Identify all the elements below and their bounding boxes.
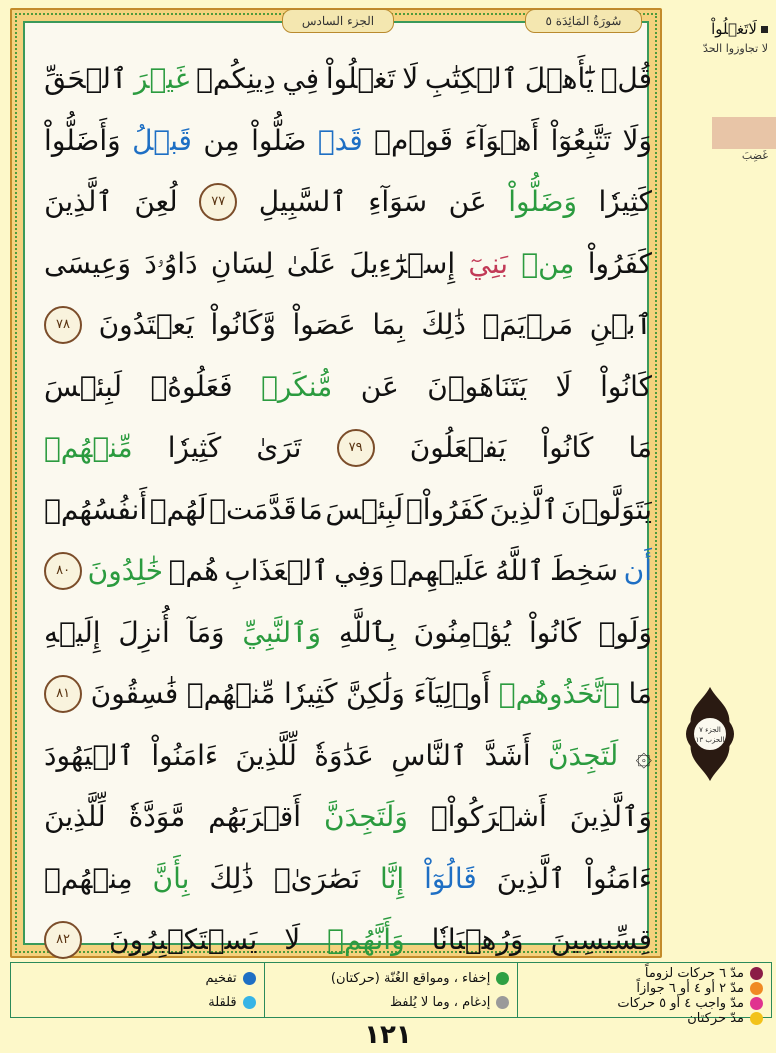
ayah-number-marker: ٨٠ [44, 552, 82, 590]
verse-word: أَشۡرَكُواْۖ [430, 800, 547, 833]
verse-word: مَا [628, 677, 652, 710]
verse-line [44, 171, 652, 233]
verse-word: لَبِئۡسَ [44, 369, 122, 403]
glossary-word: لَاتَغۡلُواْ [711, 20, 757, 38]
legend-item [19, 971, 256, 986]
color-dot-icon [243, 972, 256, 985]
verse-word: كَفَرُواْ [587, 246, 652, 280]
verse-word: ٱلسَّبِيلِ [258, 185, 347, 218]
glossary-meaning: لا تجاوزوا الحدّ [702, 42, 768, 55]
verse-word: كَانُواْ [528, 615, 581, 649]
verse-word: لَبِئۡسَ [325, 492, 404, 526]
legend-item [526, 981, 763, 996]
verse-word: أَقۡرَبَهُم [208, 800, 302, 833]
verse-word: كَانُواْ [600, 369, 652, 403]
color-dot-icon [496, 972, 509, 985]
verse-word: دَاوُۥدَ [144, 246, 198, 280]
verse-word: وَٱلنَّبِيِّ [242, 615, 322, 649]
verse-line [44, 417, 652, 479]
verse-line [44, 479, 652, 541]
ayah-number-marker: ٧٩ [337, 429, 375, 467]
verse-word: فَٰسِقُونَ [90, 677, 179, 710]
verse-word: ذَٰلِكَ [209, 861, 254, 895]
verse-word: وَلَٰكِنَّ [346, 677, 405, 710]
verse-word: قَوۡمٖ [374, 123, 453, 157]
verse-word: عَن [360, 369, 399, 403]
verse-word: ٱلنَّاسِ [391, 738, 468, 772]
verse-word: لَا [284, 923, 301, 956]
verse-word: ٱلۡكِتَٰبِ [424, 62, 519, 95]
verse-word: ذَٰلِكَ [421, 308, 467, 341]
verse-line [44, 540, 652, 602]
legend-item [526, 996, 763, 1011]
bullet-square-icon [761, 26, 768, 33]
verse-word: مِنۢ [521, 246, 575, 280]
legend-item [273, 971, 510, 986]
verse-word: إِسۡرَٰٓءِيلَ [349, 246, 456, 280]
verse-word: ٱللَّهُ [495, 554, 545, 587]
legend-label: إخفاء ، ومواقع الغُنّة (حركتان) [330, 970, 491, 986]
verse-word: مَا [299, 492, 323, 526]
legend-label: مدّ حركتان [687, 1011, 744, 1026]
verse-word: أَهۡوَآءَ [464, 123, 540, 157]
juz-badge-label: الجزء ٧ [699, 726, 721, 734]
page-frame [10, 8, 662, 958]
ayah-number-marker: ٨١ [44, 675, 82, 713]
verse-line [44, 294, 652, 356]
verse-word: وَلَتَجِدَنَّ [324, 800, 408, 833]
legend-label: مدّ ٦ حركات لزوماً [644, 966, 744, 981]
verse-word: وَٱلَّذِينَ [569, 800, 652, 833]
verse-line [44, 786, 652, 848]
color-dot-icon [496, 996, 509, 1009]
verse-word: عَلَيۡهِمۡ [389, 554, 490, 587]
verse-word: يُؤۡمِنُونَ [413, 615, 512, 649]
verse-word: بِمَا [372, 308, 405, 341]
tajweed-legend [10, 962, 772, 1026]
verse-word: ٱلَّذِينَ [44, 185, 113, 218]
verse-word: يَفۡعَلُونَ [409, 431, 507, 464]
verse-line [44, 848, 652, 910]
verse-word: ٱلۡحَقِّ [44, 62, 128, 95]
verse-word: مِّنۡهُمۡ [44, 431, 133, 464]
verse-line [44, 356, 652, 418]
verse-word: يَٰٓأَهۡلَ [524, 62, 594, 95]
verse-word: ٱتَّخَذُوهُمۡ [498, 677, 620, 710]
legend-column-madd [517, 963, 771, 1026]
legend-label: تفخيم [205, 970, 237, 986]
color-dot-icon [750, 967, 763, 980]
verse-word: أُنزِلَ [118, 615, 170, 649]
legend-item [526, 966, 763, 981]
verse-line [44, 663, 652, 725]
verse-word: مِنۡهُمۡ [44, 861, 133, 895]
ayah-number-marker: ٧٧ [199, 183, 237, 221]
color-dot-icon [750, 982, 763, 995]
verse-word: مُّنكَرٖ [261, 369, 333, 403]
verse-word: ٱلۡعَذَابِ [224, 554, 329, 587]
verse-word: كَفَرُواْۚ [405, 492, 487, 526]
verse-word: عَلَىٰ [286, 246, 337, 280]
glossary-entry [668, 20, 768, 55]
verse-word: كَثِيرٗا [598, 185, 652, 218]
verse-word: مَرۡيَمَۚ [482, 308, 574, 341]
verse-word: مِن [203, 123, 240, 157]
verse-word: نَصَٰرَىٰۚ [273, 861, 361, 895]
verse-word: قَبۡلُ [132, 123, 192, 157]
verse-word: ءَامَنُواْ [585, 861, 652, 895]
verse-word: وَأَضَلُّواْ [44, 123, 121, 157]
verse-word: أَنفُسُهُمۡ [44, 492, 148, 526]
verse-word: فِي [282, 62, 320, 95]
legend-column-tafkhim [11, 963, 264, 1017]
verse-word: قُلۡ [600, 62, 652, 95]
ayah-number-marker: ٨٢ [44, 921, 82, 959]
verse-word: لَا [402, 62, 419, 95]
verse-word: لُعِنَ [134, 185, 178, 218]
verse-word: دِينِكُمۡ [196, 62, 276, 95]
verse-line [44, 233, 652, 295]
verse-word: قِسِّيسِينَ [550, 923, 652, 956]
verse-word: عَن [448, 185, 487, 218]
legend-label: مدّ واجب ٤ أو ٥ حركات [617, 996, 744, 1011]
verse-word: يَعۡتَدُونَ [98, 308, 194, 341]
verse-word: بِٱللَّهِ [338, 615, 396, 649]
verse-word: وَفِي [334, 554, 385, 587]
gloss-highlight-block [712, 117, 776, 149]
verse-word: مَا [628, 431, 652, 464]
verse-word: وَأَنَّهُمۡ [327, 923, 405, 956]
legend-label: إدغام ، وما لا يُلفظ [389, 994, 491, 1010]
legend-column-ghunna [264, 963, 518, 1017]
verse-word: كَانُواْ [541, 431, 594, 464]
legend-label: مدّ ٢ أو ٤ أو ٦ جوازاً [636, 981, 744, 996]
verse-word: قَالُوٓاْ [424, 861, 477, 895]
juz-ornament-icon [683, 686, 737, 782]
verse-word: وَلَوۡ [598, 615, 652, 649]
verse-word: مَّوَدَّةٗ [128, 800, 186, 833]
color-dot-icon [750, 997, 763, 1010]
verse-word: قَدۡ [317, 123, 363, 157]
glossary-meaning: غَضِبَ [741, 149, 768, 162]
verse-line [44, 725, 652, 787]
page-number: ١٢١ [364, 1020, 412, 1050]
verse-word: يَسۡتَكۡبِرُونَ [109, 923, 258, 956]
verse-word: خَٰلِدُونَ [87, 554, 164, 587]
verse-word: مِّنۡهُمۡ [186, 677, 276, 710]
verse-word: ۞ [635, 738, 652, 772]
verse-word: ٱبۡنِ [589, 308, 652, 341]
verse-line [44, 110, 652, 172]
verse-line [44, 48, 652, 110]
verse-word: ءَامَنُواْ [151, 738, 219, 772]
verse-word: وَضَلُّواْ [508, 185, 578, 218]
verse-word: وَرُهۡبَانٗا [431, 923, 524, 956]
verse-word: أَوۡلِيَآءَ [413, 677, 491, 710]
verse-word: عَصَواْ [292, 308, 356, 341]
verse-word: يَتَنَاهَوۡنَ [427, 369, 528, 403]
ayah-number-marker: ٧٨ [44, 306, 82, 344]
verse-word: لِّلَّذِينَ [235, 738, 297, 772]
verse-word: أَشَدَّ [484, 738, 531, 772]
verse-word: غَيۡرَ [134, 62, 190, 95]
surah-title: سُورَةُ المَائِدَة ٥ [525, 9, 642, 33]
color-dot-icon [243, 996, 256, 1009]
quran-text [44, 48, 652, 956]
verse-word: يَتَوَلَّوۡنَ [560, 492, 652, 526]
legend-item [19, 995, 256, 1010]
verse-word: ضَلُّواْ [251, 123, 307, 157]
verse-word: لَهُمۡ [149, 492, 207, 526]
verse-word: إِنَّا [380, 861, 405, 895]
verse-word: لَا [555, 369, 572, 403]
verse-word: كَثِيرٗا [283, 677, 338, 710]
verse-word: هُمۡ [168, 554, 219, 587]
verse-word: لِسَانِ [210, 246, 274, 280]
verse-word: وَمَآ [187, 615, 225, 649]
verse-word: ٱلَّذِينَ [489, 492, 559, 526]
verse-word: بَنِيٓ [468, 246, 508, 280]
verse-word: لَتَجِدَنَّ [547, 738, 619, 772]
verse-word: فَعَلُوهُۚ [150, 369, 233, 403]
verse-word: أَن [623, 554, 652, 587]
legend-item [273, 995, 510, 1010]
verse-word: لِّلَّذِينَ [44, 800, 106, 833]
legend-label: قلقلة [208, 994, 237, 1010]
juz-title: الجزء السادس [282, 9, 394, 33]
verse-word: قَدَّمَتۡ [209, 492, 297, 526]
verse-word: بِأَنَّ [152, 861, 190, 895]
verse-line [44, 602, 652, 664]
verse-word: وَلَا [622, 123, 652, 157]
verse-word: وَّكَانُواْ [210, 308, 276, 341]
verse-word: سَخِطَ [549, 554, 619, 587]
verse-word: تَرَىٰ [256, 431, 302, 464]
verse-word: كَثِيرٗا [167, 431, 222, 464]
verse-word: ٱلَّذِينَ [496, 861, 566, 895]
verse-word: ٱلۡيَهُودَ [44, 738, 135, 772]
verse-word: وَعِيسَى [44, 246, 131, 280]
verse-word: إِلَيۡهِ [44, 615, 101, 649]
verse-word: تَغۡلُواْ [325, 62, 396, 95]
verse-word: سَوَآءِ [368, 185, 428, 218]
verse-word: عَدَٰوَةٗ [314, 738, 374, 772]
juz-badge-sub: الحزب ١٣ [695, 736, 725, 744]
verse-word: تَتَّبِعُوٓاْ [550, 123, 612, 157]
